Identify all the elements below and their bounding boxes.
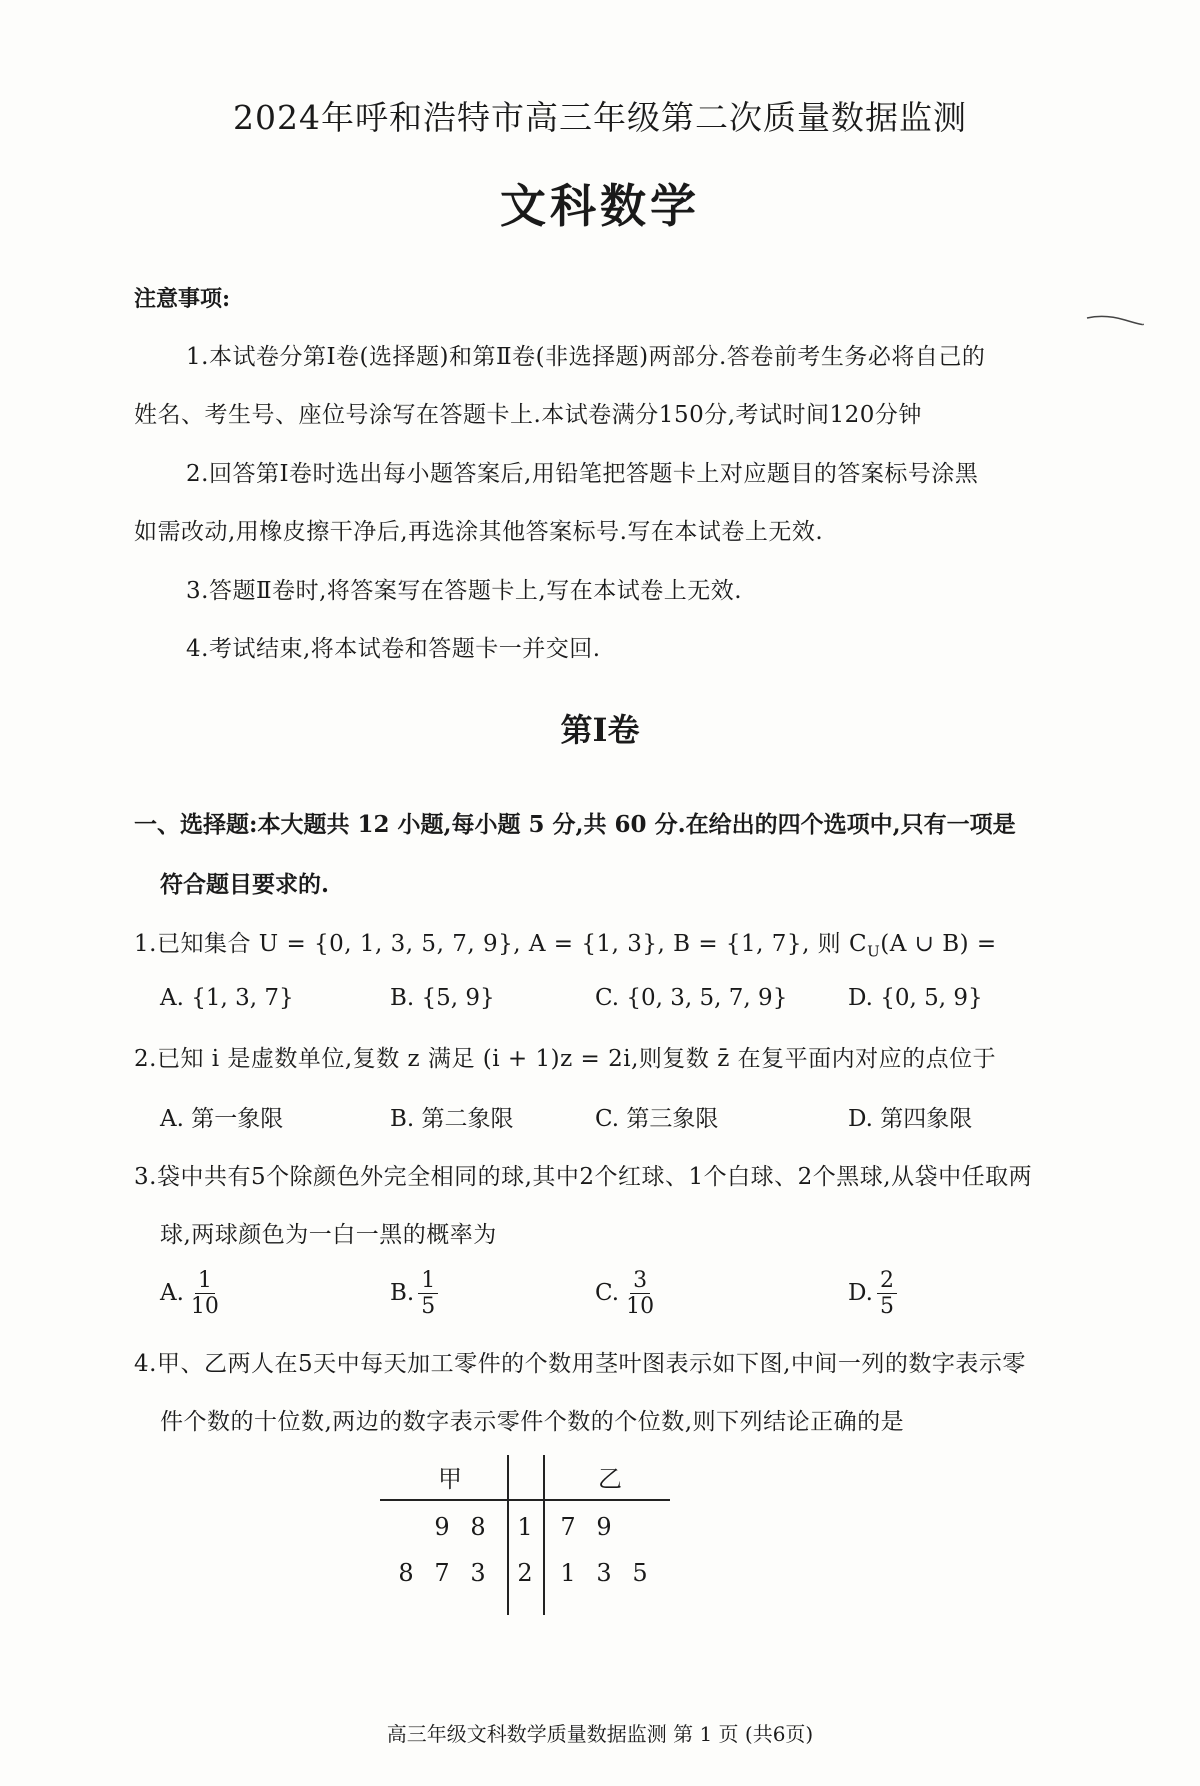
volume-title: 第Ⅰ卷: [560, 711, 640, 749]
q1-stem-tail: (A ∪ B) =: [880, 931, 997, 957]
denominator: 5: [879, 1294, 894, 1320]
q1-option-c: C. {0, 3, 5, 7, 9}: [595, 985, 788, 1011]
leaf: 7: [560, 1513, 576, 1541]
q1-stem-text: 1.已知集合 U = {0, 1, 3, 5, 7, 9}, A = {1, 3}, B = {1, 7}, 则 C: [134, 931, 868, 957]
q2-option-a: A. 第一象限: [160, 1106, 284, 1132]
leaf: 3: [596, 1559, 612, 1587]
stem-value: 1: [517, 1513, 533, 1541]
q3-option-c: [595, 1268, 657, 1320]
q1-option-b: B. {5, 9}: [390, 985, 495, 1011]
option-label: D.: [848, 1279, 873, 1306]
q2-option-b: B. 第二象限: [390, 1106, 514, 1132]
page-footer: 高三年级文科数学质量数据监测 第 1 页 (共6页): [386, 1722, 814, 1746]
notice-line: 2.回答第Ⅰ卷时选出每小题答案后,用铅笔把答题卡上对应题目的答案标号涂黑: [186, 461, 979, 487]
question-2-stem: 2.已知 i 是虚数单位,复数 z 满足 (i + 1)z = 2i,则复数 z̄ 在复平面内对应的点位于: [134, 1046, 997, 1072]
left-header: 甲: [438, 1465, 462, 1493]
numerator: 1: [195, 1268, 215, 1294]
q3-option-d: [848, 1268, 897, 1320]
pen-mark: [1085, 312, 1145, 330]
numerator: 1: [418, 1268, 438, 1294]
fraction: [877, 1268, 897, 1320]
notice-heading: 注意事项:: [134, 286, 231, 312]
q2-option-c: C. 第三象限: [595, 1106, 719, 1132]
numerator: 2: [877, 1268, 897, 1294]
leaf: 7: [434, 1559, 450, 1587]
fraction: [418, 1268, 438, 1320]
fraction: [623, 1268, 657, 1320]
question-4-line1: 4.甲、乙两人在5天中每天加工零件的个数用茎叶图表示如下图,中间一列的数字表示零: [134, 1351, 1026, 1377]
option-label: B.: [390, 1279, 415, 1306]
leaf: 9: [596, 1513, 612, 1541]
option-label: A.: [160, 1279, 184, 1306]
q1-subscript: U: [867, 942, 881, 961]
notice-line: 如需改动,用橡皮擦干净后,再选涂其他答案标号.写在本试卷上无效.: [134, 519, 824, 545]
stem-rule-right: [543, 1455, 545, 1615]
leaf: 8: [470, 1513, 486, 1541]
leaf: 8: [398, 1559, 414, 1587]
question-4-line2: 件个数的十位数,两边的数字表示零件个数的个位数,则下列结论正确的是: [160, 1409, 905, 1435]
notice-line: 4.考试结束,将本试卷和答题卡一并交回.: [186, 636, 601, 662]
denominator: 10: [190, 1294, 219, 1320]
right-header: 乙: [598, 1465, 622, 1493]
leaf: 9: [434, 1513, 450, 1541]
q1-option-d: D. {0, 5, 9}: [848, 985, 983, 1011]
subject-title: 文科数学: [500, 179, 700, 233]
question-3-line2: 球,两球颜色为一白一黑的概率为: [160, 1222, 497, 1248]
option-label: C.: [595, 1279, 620, 1306]
denominator: 5: [421, 1294, 436, 1320]
stem-leaf-plot: [380, 1455, 670, 1615]
fraction: [188, 1268, 222, 1320]
notice-line: 1.本试卷分第Ⅰ卷(选择题)和第Ⅱ卷(非选择题)两部分.答卷前考生务必将自己的: [186, 344, 986, 370]
leaf: 3: [470, 1559, 486, 1587]
exam-title: 2024年呼和浩特市高三年级第二次质量数据监测: [233, 98, 967, 137]
section-heading: 一、选择题:本大题共 12 小题,每小题 5 分,共 60 分.在给出的四个选项中,只有一项是: [134, 811, 1016, 838]
leaf: 1: [560, 1559, 576, 1587]
stem-rule-left: [507, 1455, 509, 1615]
stem-value: 2: [517, 1559, 533, 1587]
q2-option-d: D. 第四象限: [848, 1106, 973, 1132]
question-3-line1: 3.袋中共有5个除颜色外完全相同的球,其中2个红球、1个白球、2个黑球,从袋中任取两: [134, 1164, 1033, 1190]
notice-line: 姓名、考生号、座位号涂写在答题卡上.本试卷满分150分,考试时间120分钟: [134, 402, 922, 428]
section-heading-cont: 符合题目要求的.: [160, 871, 330, 898]
q3-option-a: [160, 1268, 222, 1320]
header-rule: [380, 1499, 670, 1501]
question-1-stem: [134, 925, 997, 961]
leaf: 5: [632, 1559, 648, 1587]
q1-option-a: A. {1, 3, 7}: [160, 985, 294, 1011]
numerator: 3: [630, 1268, 650, 1294]
q3-option-b: [390, 1268, 438, 1320]
denominator: 10: [626, 1294, 655, 1320]
notice-line: 3.答题Ⅱ卷时,将答案写在答题卡上,写在本试卷上无效.: [186, 578, 743, 604]
